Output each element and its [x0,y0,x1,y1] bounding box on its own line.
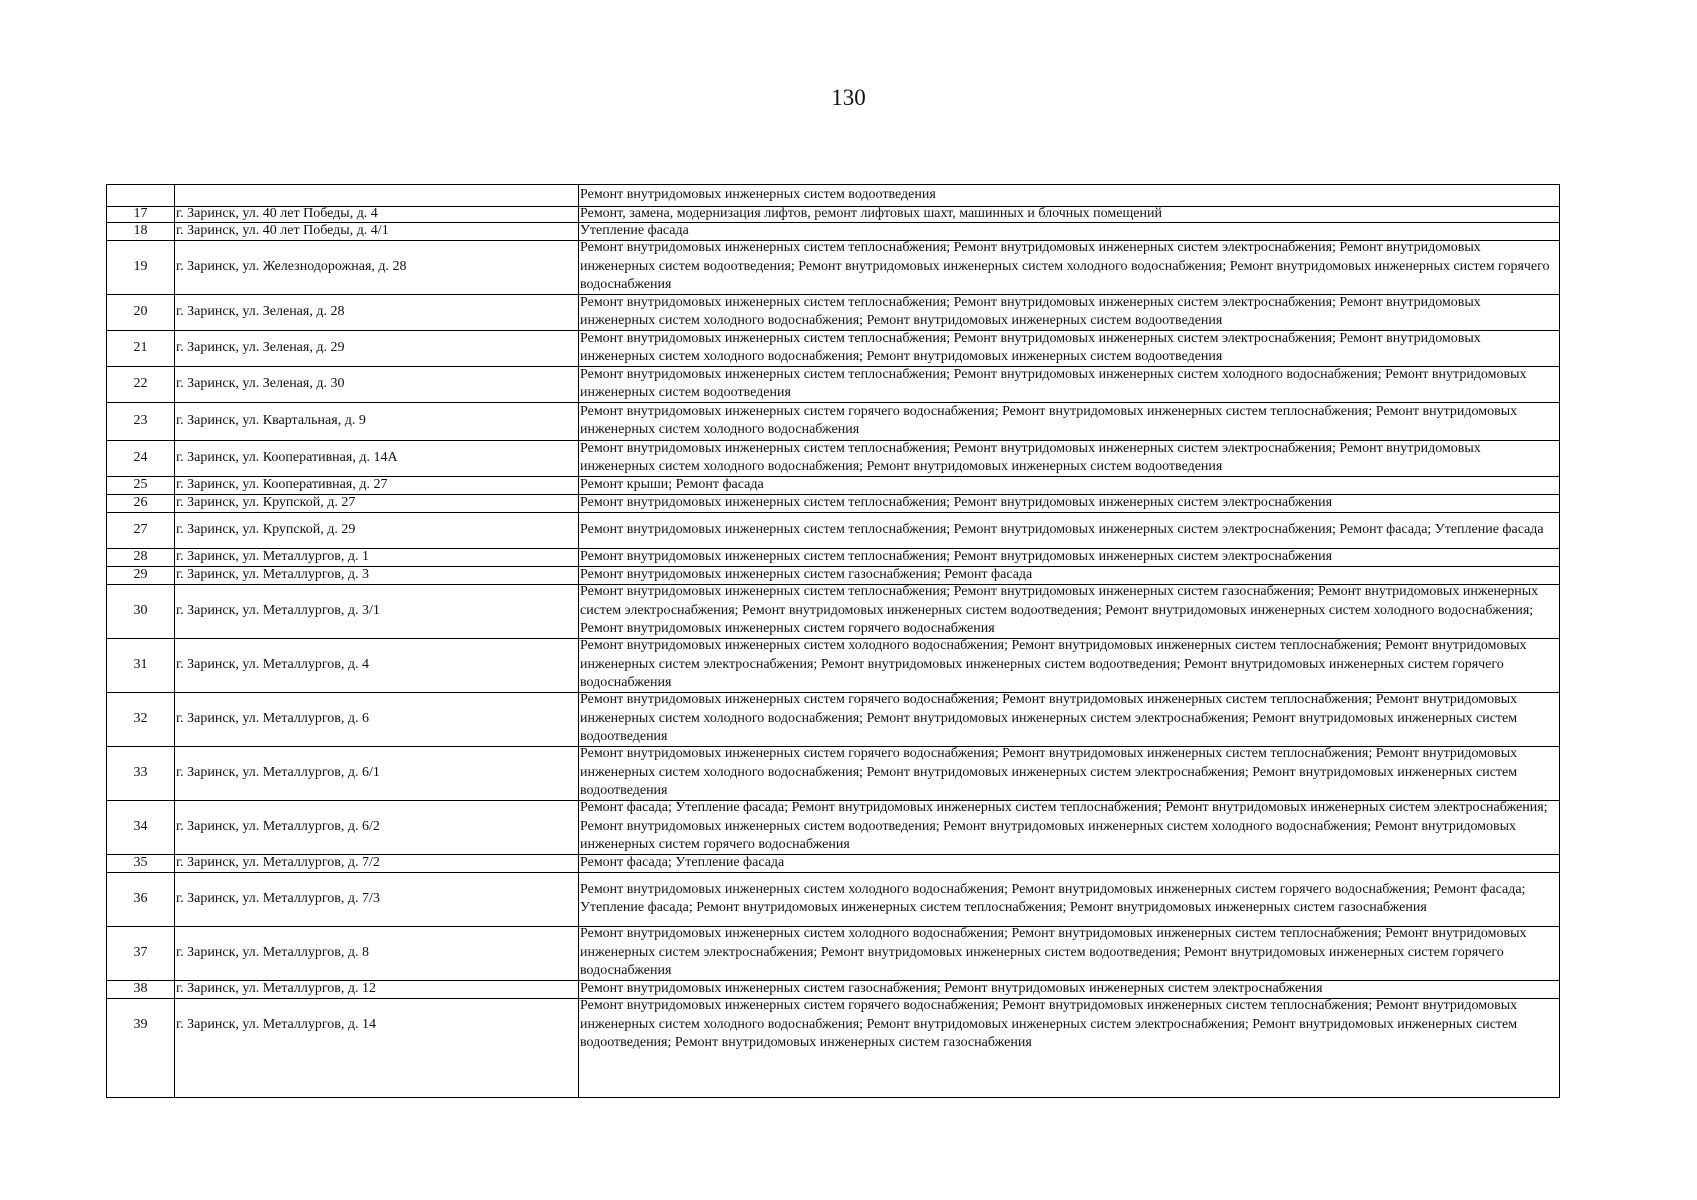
row-number: 24 [133,449,148,465]
row-works: Ремонт внутридомовых инженерных систем холодного водоснабжения; Ремонт внутридомовых инженерных систем теплоснабжения; Ремонт внутридомовых инженерных систем электроснабжения; Ремонт внутридомовых инженерных систем водоотведения; Ремонт внутридомовых инженерных систем горячего водоснабжения [580,926,1527,979]
row-address: г. Заринск, ул. Зеленая, д. 28 [176,303,345,319]
row-works: Ремонт крыши; Ремонт фасада [580,476,764,492]
row-number: 22 [133,375,148,391]
page-number: 130 [831,85,866,110]
row-address: г. Заринск, ул. Металлургов, д. 3/1 [176,602,380,618]
row-address: г. Заринск, ул. Металлургов, д. 12 [176,980,376,996]
row-works: Ремонт внутридомовых инженерных систем горячего водоснабжения; Ремонт внутридомовых инженерных систем теплоснабжения; Ремонт внутридомовых инженерных систем холодного водоснабжения; Ремонт внутридомовых инженерных систем электроснабжения; Ремонт внутридомовых инженерных систем водоотведения; Ремонт внутридомовых инженерных систем газоснабжения [580,998,1518,1051]
row-works: Ремонт внутридомовых инженерных систем газоснабжения; Ремонт фасада [580,566,1033,582]
row-address: г. Заринск, ул. Кооперативная, д. 14А [176,449,398,465]
row-works: Ремонт внутридомовых инженерных систем горячего водоснабжения; Ремонт внутридомовых инженерных систем теплоснабжения; Ремонт внутридомовых инженерных систем холодного водоснабжения [580,403,1518,437]
row-address: г. Заринск, ул. Металлургов, д. 14 [176,1016,376,1032]
row-number: 19 [133,258,148,274]
row-works: Ремонт внутридомовых инженерных систем горячего водоснабжения; Ремонт внутридомовых инженерных систем теплоснабжения; Ремонт внутридомовых инженерных систем холодного водоснабжения; Ремонт внутридомовых инженерных систем электроснабжения; Ремонт внутридомовых инженерных систем водоотведения [580,692,1518,745]
row-address: г. Заринск, ул. Металлургов, д. 6/2 [176,818,380,834]
row-works: Ремонт внутридомовых инженерных систем теплоснабжения; Ремонт внутридомовых инженерных систем газоснабжения; Ремонт внутридомовых инженерных систем электроснабжения; Ремонт внутридомовых инженерных систем водоотведения; Ремонт внутридомовых инженерных систем холодного водоснабжения; Ремонт внутридомовых инженерных систем горячего водоснабжения [580,584,1539,637]
row-number: 26 [133,494,148,510]
row-works: Ремонт внутридомовых инженерных систем теплоснабжения; Ремонт внутридомовых инженерных систем электроснабжения [580,548,1333,564]
row-address: г. Заринск, ул. 40 лет Победы, д. 4/1 [176,222,389,238]
row-number: 29 [133,566,148,582]
row-works: Ремонт внутридомовых инженерных систем теплоснабжения; Ремонт внутридомовых инженерных систем электроснабжения [580,494,1333,510]
row-number: 27 [133,521,148,537]
row-number: 32 [133,710,148,726]
row-address: г. Заринск, ул. Кооперативная, д. 27 [176,476,388,492]
row-address: г. Заринск, ул. Зеленая, д. 29 [176,339,345,355]
row-number: 28 [133,548,148,564]
row-address: г. Заринск, ул. Крупской, д. 27 [176,494,356,510]
row-address: г. Заринск, ул. 40 лет Победы, д. 4 [176,206,378,221]
row-number [107,185,174,206]
row-number: 34 [133,818,148,834]
row-number: 36 [133,890,148,906]
row-works: Ремонт внутридомовых инженерных систем горячего водоснабжения; Ремонт внутридомовых инженерных систем теплоснабжения; Ремонт внутридомовых инженерных систем холодного водоснабжения; Ремонт внутридомовых инженерных систем электроснабжения; Ремонт внутридомовых инженерных систем водоотведения [580,746,1518,799]
row-address: г. Заринск, ул. Металлургов, д. 7/2 [176,854,380,870]
row-address: г. Заринск, ул. Металлургов, д. 6 [176,710,369,726]
row-works: Ремонт внутридомовых инженерных систем теплоснабжения; Ремонт внутридомовых инженерных систем электроснабжения; Ремонт внутридомовых инженерных систем холодного водоснабжения; Ремонт внутридомовых инженерных систем водоотведения [580,440,1481,474]
row-number: 25 [133,476,148,492]
row-number: 35 [133,854,148,870]
works-table [106,184,1560,1098]
row-address: г. Заринск, ул. Металлургов, д. 3 [176,566,369,582]
row-address: г. Заринск, ул. Квартальная, д. 9 [176,412,366,428]
row-number: 20 [133,303,148,319]
row-works: Ремонт внутридомовых инженерных систем теплоснабжения; Ремонт внутридомовых инженерных систем электроснабжения; Ремонт фасада; Утепление фасада [580,521,1544,537]
row-works: Ремонт внутридомовых инженерных систем газоснабжения; Ремонт внутридомовых инженерных систем электроснабжения [580,980,1323,996]
row-address: г. Заринск, ул. Металлургов, д. 8 [176,944,369,960]
row-works: Ремонт внутридомовых инженерных систем теплоснабжения; Ремонт внутридомовых инженерных систем электроснабжения; Ремонт внутридомовых инженерных систем холодного водоснабжения; Ремонт внутридомовых инженерных систем водоотведения [580,294,1481,328]
row-works: Ремонт внутридомовых инженерных систем холодного водоснабжения; Ремонт внутридомовых инженерных систем горячего водоснабжения; Ремонт фасада; Утепление фасада; Ремонт внутридомовых инженерных систем теплоснабжения; Ремонт внутридомовых инженерных систем газоснабжения [580,881,1526,915]
row-number: 39 [133,1016,148,1032]
row-address: г. Заринск, ул. Крупской, д. 29 [176,521,356,537]
row-number: 31 [133,656,148,672]
row-number: 38 [133,980,148,996]
row-number: 37 [133,944,148,960]
row-works: Ремонт фасада; Утепление фасада [580,854,785,870]
row-address [174,185,578,206]
row-works: Ремонт фасада; Утепление фасада; Ремонт внутридомовых инженерных систем теплоснабжения; Ремонт внутридомовых инженерных систем электроснабжения; Ремонт внутридомовых инженерных систем водоотведения; Ремонт внутридомовых инженерных систем холодного водоснабжения; Ремонт внутридомовых инженерных систем горячего водоснабжения [580,800,1548,853]
row-works: Ремонт внутридомовых инженерных систем холодного водоснабжения; Ремонт внутридомовых инженерных систем теплоснабжения; Ремонт внутридомовых инженерных систем электроснабжения; Ремонт внутридомовых инженерных систем водоотведения; Ремонт внутридомовых инженерных систем горячего водоснабжения [580,638,1527,691]
row-address: г. Заринск, ул. Зеленая, д. 30 [176,375,345,391]
row-works: Ремонт внутридомовых инженерных систем теплоснабжения; Ремонт внутридомовых инженерных систем электроснабжения; Ремонт внутридомовых инженерных систем водоотведения; Ремонт внутридомовых инженерных систем холодного водоснабжения; Ремонт внутридомовых инженерных систем горячего водоснабжения [580,240,1550,293]
row-number: 18 [133,222,148,238]
row-works: Ремонт внутридомовых инженерных систем теплоснабжения; Ремонт внутридомовых инженерных систем холодного водоснабжения; Ремонт внутридомовых инженерных систем водоотведения [580,366,1527,400]
row-address: г. Заринск, ул. Металлургов, д. 1 [176,548,369,564]
row-works: Утепление фасада [580,222,689,238]
row-number: 23 [133,412,148,428]
row-address: г. Заринск, ул. Металлургов, д. 4 [176,656,369,672]
row-number: 17 [133,206,148,221]
row-number: 33 [133,764,148,780]
row-address: г. Заринск, ул. Металлургов, д. 6/1 [176,764,380,780]
row-works: Ремонт внутридомовых инженерных систем теплоснабжения; Ремонт внутридомовых инженерных систем электроснабжения; Ремонт внутридомовых инженерных систем холодного водоснабжения; Ремонт внутридомовых инженерных систем водоотведения [580,330,1481,364]
row-address: г. Заринск, ул. Металлургов, д. 7/3 [176,890,380,906]
row-number: 30 [133,602,148,618]
row-works: Ремонт, замена, модернизация лифтов, ремонт лифтовых шахт, машинных и блочных помещений [580,206,1162,221]
row-works: Ремонт внутридомовых инженерных систем водоотведения [580,187,936,203]
row-number: 21 [133,339,148,355]
row-address: г. Заринск, ул. Железнодорожная, д. 28 [176,258,407,274]
